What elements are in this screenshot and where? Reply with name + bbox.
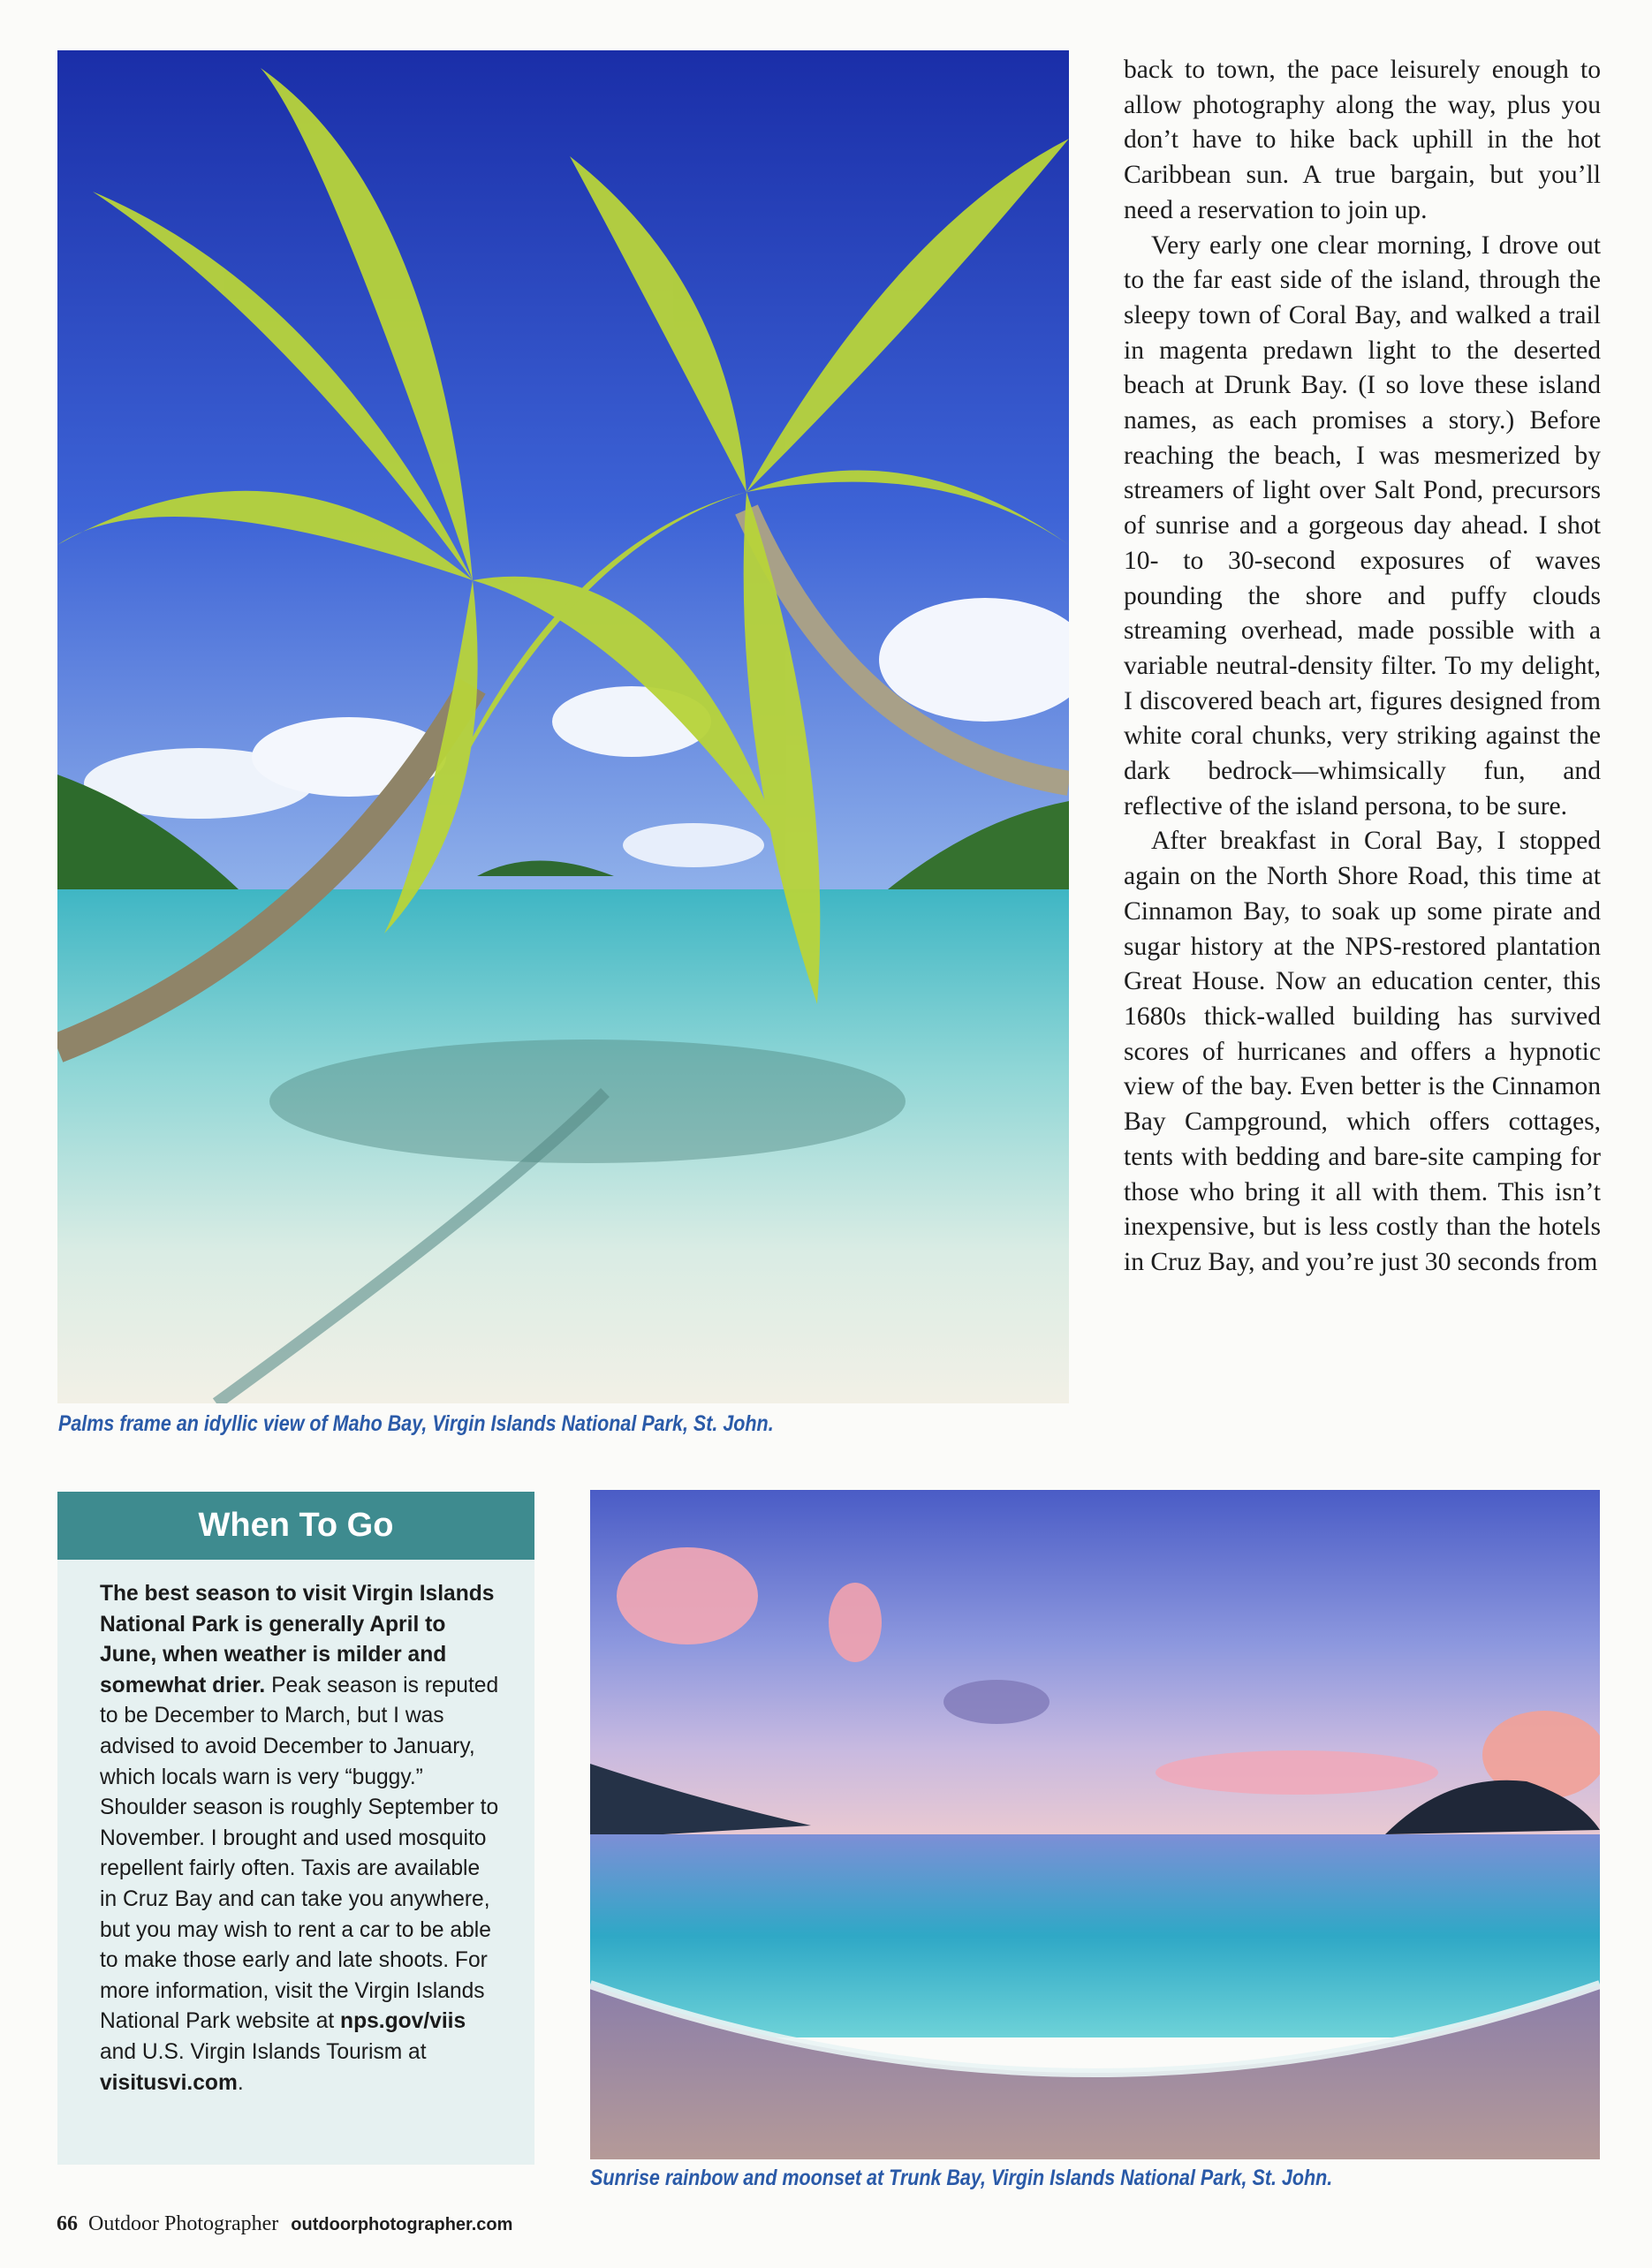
sidebar-text: and U.S. Virgin Islands Tourism at xyxy=(100,2039,427,2064)
sunrise-bay-photo xyxy=(590,1490,1600,2159)
sidebar-link-nps: nps.gov/viis xyxy=(340,2009,466,2034)
magazine-url: outdoorphotographer.com xyxy=(291,2215,513,2234)
palm-trees-beach-photo xyxy=(57,50,1069,1403)
sidebar-text: . xyxy=(237,2070,244,2095)
photo-caption: Palms frame an idyllic view of Maho Bay, Virgin Islands National Park, St. John. xyxy=(58,1411,774,1436)
article-paragraph: After breakfast in Coral Bay, I stopped again on the North Shore Road, this time at Cinnamon Bay, to soak up some pirate and sugar history at the NPS-restored plantation Great House. Now an education center, this 1680s thick-walled building has survived scores of hurricanes and offers a hypnotic view of the bay. Even better is the Cinnamon Bay Campground, which offers cottages, tents with bedding and bare-site camping for those who bring it all with them. This isn’t inexpensive, but is less costly than the hotels in Cruz Bay, and you’re just 30 seconds from xyxy=(1124,827,1601,1276)
when-to-go-sidebar xyxy=(57,1492,534,2165)
magazine-name: Outdoor Photographer xyxy=(88,2212,279,2235)
sidebar-title: When To Go xyxy=(57,1492,534,1560)
sidebar-body xyxy=(57,1560,534,2098)
photo-caption: Sunrise rainbow and moonset at Trunk Bay, Virgin Islands National Park, St. John. xyxy=(590,2166,1333,2190)
sidebar-bold-lead: The best season to visit Virgin Islands National Park is generally April to June, when weather is milder and somewhat drier. xyxy=(100,1582,495,1697)
page-number: 66 xyxy=(57,2212,78,2235)
article-paragraph: back to town, the pace leisurely enough to allow photography along the way, plus you don’t have to hike back uphill in the hot Caribbean sun. A true bargain, but you’ll need a reservation to join up. xyxy=(1124,56,1601,224)
article-body xyxy=(1124,53,1601,1281)
sidebar-text: Peak season is reputed to be December to March, but I was advised to avoid December to January, which locals warn is very “buggy.” Shoulder season is roughly September to November. I brought and used mosquito repellent fairly often. Taxis are available in Cruz Bay and can take you anywhere, but you may wish to rent a car to be able to make those early and late shoots. For more information, visit the Virgin Islands National Park website at xyxy=(100,1673,499,2034)
sidebar-link-tourism: visitusvi.com xyxy=(100,2070,238,2095)
page-folio xyxy=(57,2212,512,2236)
article-paragraph: Very early one clear morning, I drove out to the far east side of the island, through the sleepy town of Coral Bay, and walked a trail in magenta predawn light to the deserted beach at Drunk Bay. (I so love these island names, as each promises a story.) Before reaching the beach, I was mesmerized by streamers of light over Salt Pond, precursors of sunrise and a gorgeous day ahead. I shot 10- to 30-second exposures of waves pounding the shore and puffy clouds streaming overhead, made possible with a variable neutral-density filter. To my delight, I discovered beach art, figures designed from white coral chunks, very striking against the dark bedrock—whimsically fun, and reflective of the island persona, to be sure. xyxy=(1124,231,1601,820)
